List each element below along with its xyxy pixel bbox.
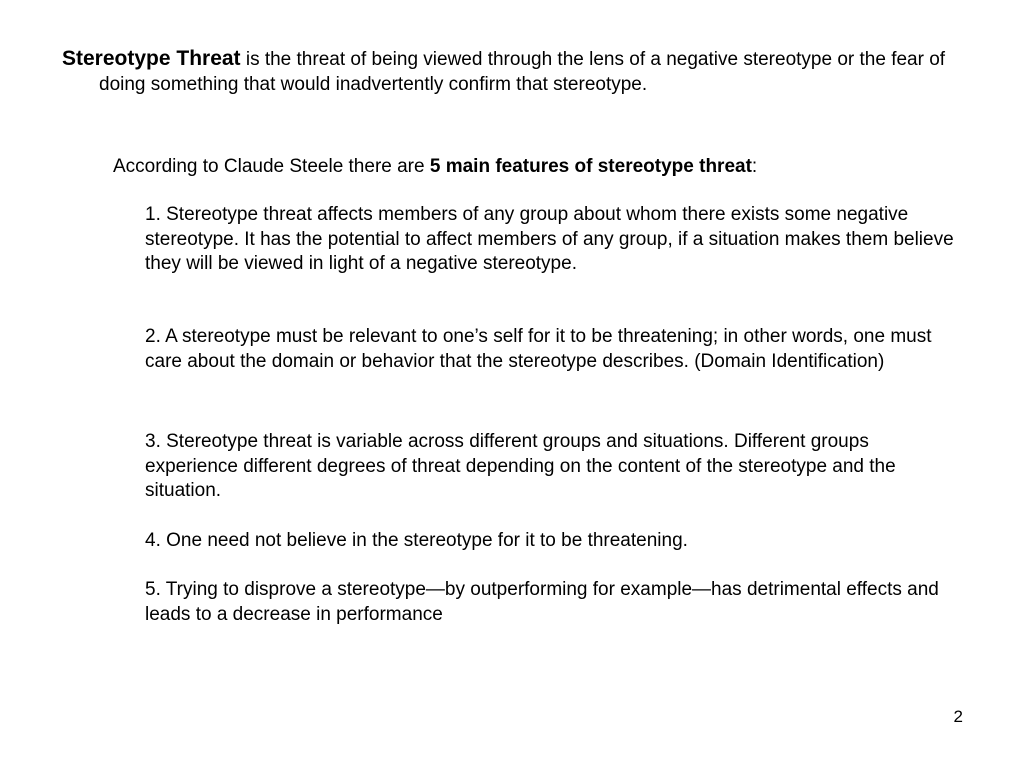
feature-item-2: 2. A stereotype must be relevant to one’s self for it to be threatening; in other words, one must care about the domain or behavior that the stereotype describes. (Domain Identification) — [145, 326, 932, 372]
intro-prefix: According to Claude Steele there are — [113, 156, 430, 177]
page-number: 2 — [953, 707, 963, 726]
intro-suffix: : — [751, 156, 758, 177]
intro-emphasis: 5 main features of stereotype threat — [429, 156, 752, 177]
feature-item-1: 1. Stereotype threat affects members of any group about whom there exists some negative stereotype. It has the potential to affect members of any group, if a situation makes them believe they will be viewed in light of a negative stereotype. — [145, 204, 954, 274]
definition-term: Stereotype Threat — [62, 47, 241, 70]
feature-item-5: 5. Trying to disprove a stereotype—by outperforming for example—has detrimental effects and leads to a decrease in performance — [145, 579, 939, 625]
feature-item-4: 4. One need not believe in the stereotype for it to be threatening. — [145, 530, 688, 551]
feature-item-3: 3. Stereotype threat is variable across different groups and situations. Different groups experience different degrees of threat depending on the content of the stereotype and the situation. — [145, 431, 896, 501]
definition-text: is the threat of being viewed through the lens of a negative stereotype or the fear of doing something that would inadvertently confirm that stereotype. — [99, 49, 946, 95]
features-intro — [113, 154, 973, 179]
definition-paragraph — [62, 46, 959, 97]
